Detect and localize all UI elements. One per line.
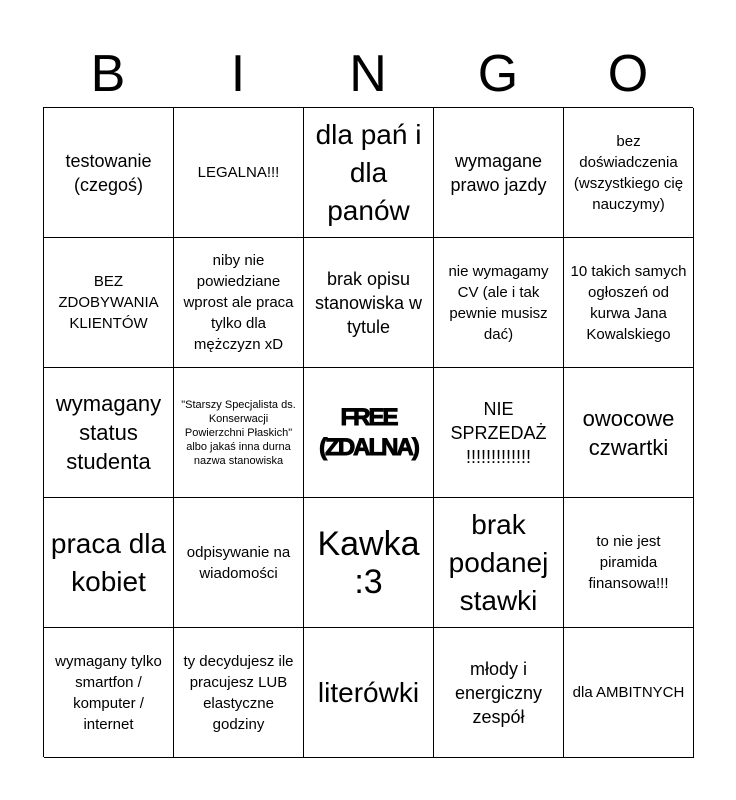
bingo-header: [43, 40, 693, 108]
bingo-cell[interactable]: [44, 108, 174, 238]
bingo-grid: [43, 107, 693, 757]
cell-text: Kawka :3: [317, 524, 420, 601]
cell-text: brak opisu stanowiska w tytule: [314, 268, 423, 337]
header-letter-g: G: [477, 45, 519, 103]
free-space-text: FREE (ZDALNA): [319, 403, 418, 461]
bingo-cell[interactable]: [304, 628, 434, 758]
bingo-cell[interactable]: [434, 108, 564, 238]
bingo-cell[interactable]: [174, 498, 304, 628]
cell-text: brak podanej stawki: [448, 508, 549, 616]
bingo-cell[interactable]: [174, 238, 304, 368]
bingo-cell[interactable]: [564, 108, 694, 238]
cell-text: "Starszy Specjalista ds. Konserwacji Powierzchni Płaskich" albo jakaś inna durna nazwa stanowiska: [181, 398, 296, 467]
bingo-cell[interactable]: [434, 498, 564, 628]
bingo-cell[interactable]: [304, 238, 434, 368]
cell-text: dla AMBITNYCH: [572, 684, 685, 701]
cell-text: wymagany tylko smartfon / komputer / internet: [55, 652, 162, 733]
cell-text: LEGALNA!!!: [197, 164, 280, 181]
bingo-cell[interactable]: [304, 108, 434, 238]
header-letter-b: B: [90, 45, 126, 103]
bingo-cell[interactable]: [564, 238, 694, 368]
cell-text: to nie jest piramida finansowa!!!: [588, 533, 669, 592]
cell-text: niby nie powiedziane wprost ale praca tylko dla mężczyzn xD: [183, 252, 294, 353]
cell-text: nie wymagamy CV (ale i tak pewnie musisz dać): [448, 262, 549, 343]
cell-text: ty decydujesz ile pracujesz LUB elastyczne godziny: [183, 652, 294, 733]
cell-text: praca dla kobiet: [50, 527, 167, 597]
bingo-cell[interactable]: [44, 628, 174, 758]
cell-text: bez doświadczenia (wszystkiego cię nauczymy): [573, 132, 684, 213]
bingo-cell[interactable]: [434, 238, 564, 368]
cell-text: literówki: [317, 676, 420, 708]
bingo-cell[interactable]: [174, 628, 304, 758]
cell-text: wymagany status studenta: [55, 391, 162, 474]
bingo-cell[interactable]: [44, 368, 174, 498]
cell-text: odpisywanie na wiadomości: [186, 543, 291, 582]
bingo-cell[interactable]: [564, 368, 694, 498]
bingo-cell[interactable]: [564, 628, 694, 758]
bingo-cell[interactable]: [434, 368, 564, 498]
bingo-cell[interactable]: [564, 498, 694, 628]
bingo-cell[interactable]: [174, 368, 304, 498]
header-letter-o: O: [607, 45, 649, 103]
header-letter-n: N: [349, 45, 387, 103]
cell-text: 10 takich samych ogłoszeń od kurwa Jana Kowalskiego: [570, 262, 687, 343]
cell-text: dla pań i dla panów: [315, 118, 422, 226]
bingo-cell[interactable]: [44, 498, 174, 628]
cell-text: wymagane prawo jazdy: [450, 150, 547, 195]
bingo-cell[interactable]: [304, 498, 434, 628]
cell-text: BEZ ZDOBYWANIA KLIENTÓW: [58, 273, 159, 332]
header-letter-i: I: [230, 45, 246, 103]
bingo-cell[interactable]: [44, 238, 174, 368]
cell-text: młody i energiczny zespół: [454, 658, 543, 727]
bingo-cell[interactable]: [174, 108, 304, 238]
cell-text: NIE SPRZEDAŻ !!!!!!!!!!!!!: [450, 398, 547, 467]
cell-text: testowanie (czegoś): [65, 150, 152, 195]
bingo-cell[interactable]: [434, 628, 564, 758]
cell-text: owocowe czwartki: [582, 405, 675, 460]
free-space-cell[interactable]: [304, 368, 434, 498]
